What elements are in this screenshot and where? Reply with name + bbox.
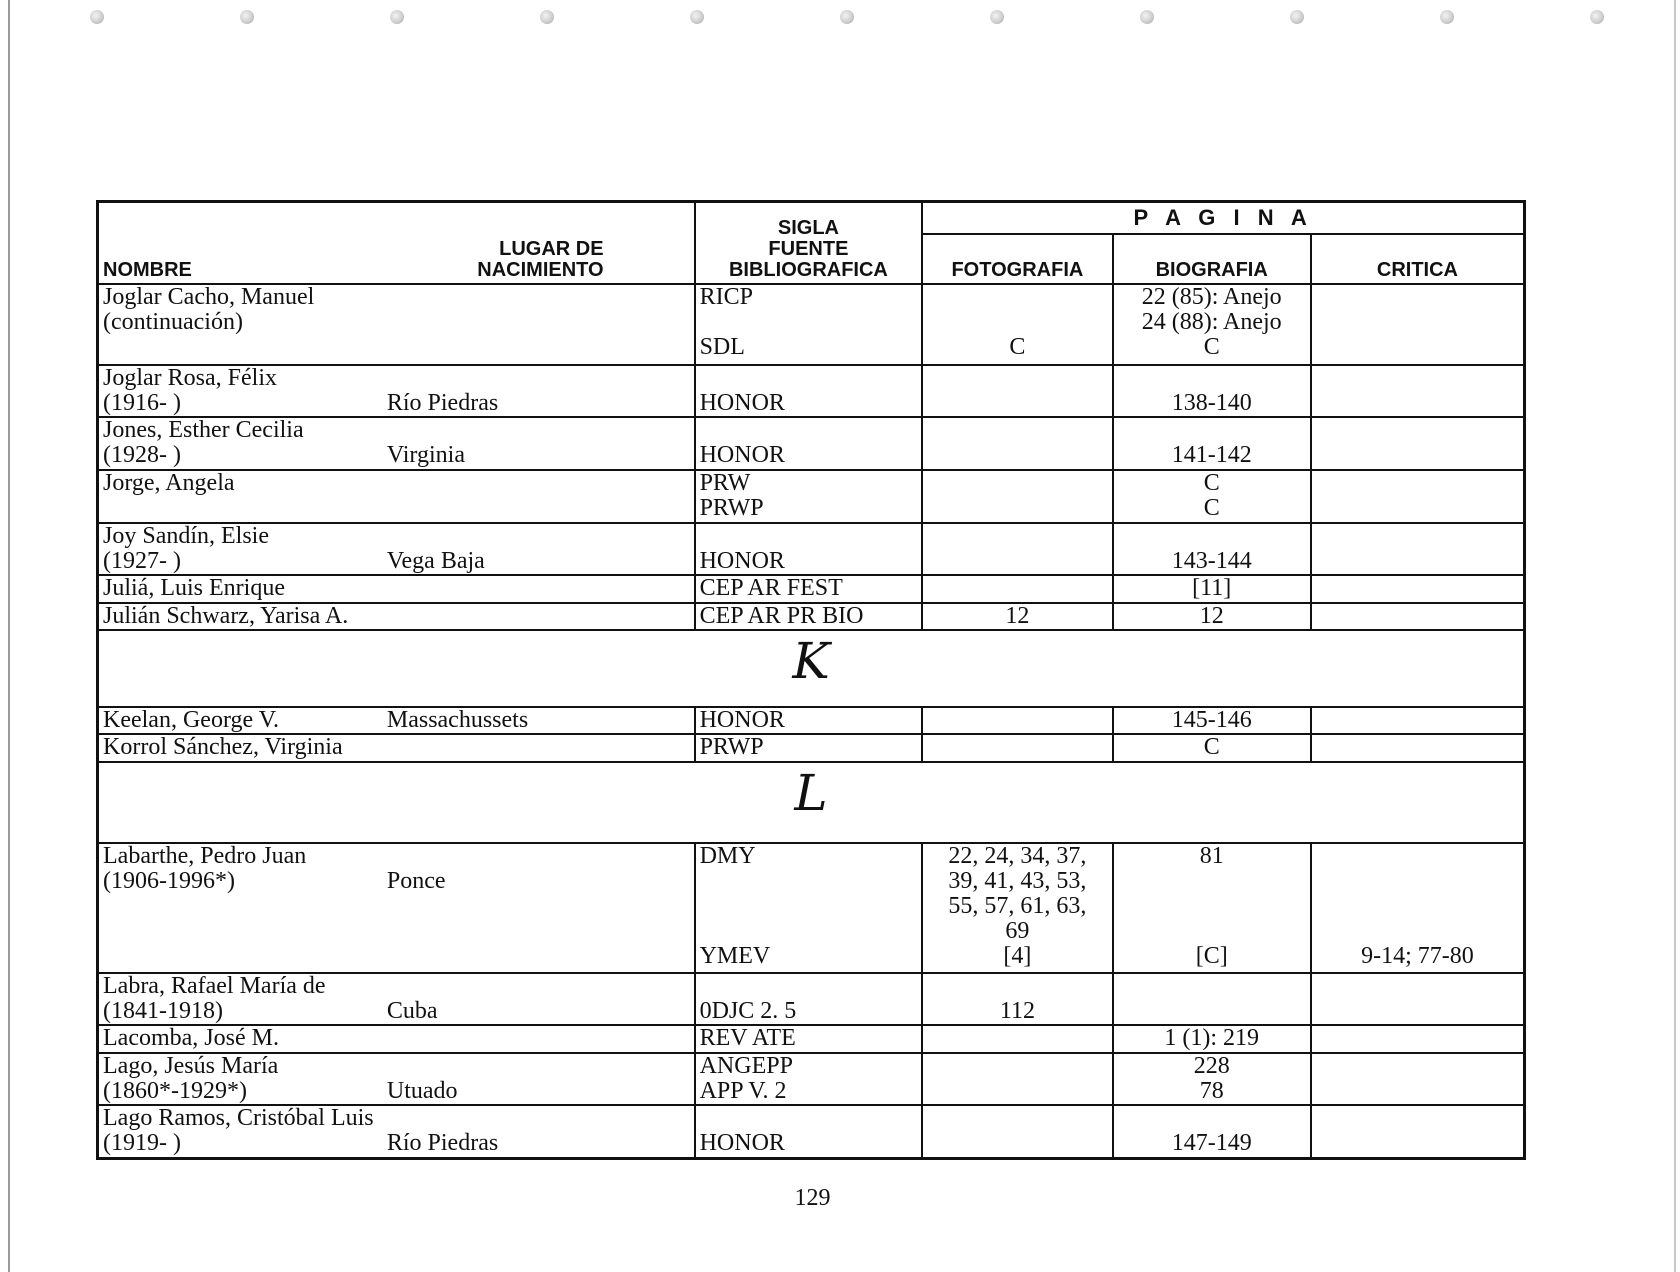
table-row <box>98 707 1525 734</box>
cell-fotografia <box>922 417 1112 470</box>
binding-hole <box>1290 10 1304 24</box>
cell-biografia: 22 (85): Anejo 24 (88): Anejo C <box>1113 284 1311 365</box>
cell-lugar <box>381 284 695 365</box>
header-lugar: LUGAR DE NACIMIENTO <box>381 202 695 284</box>
cell-biografia: 12 <box>1113 603 1311 630</box>
cell-critica <box>1311 603 1525 630</box>
table-row <box>98 470 1525 523</box>
cell-nombre: Joglar Cacho, Manuel (continuación) <box>98 284 381 365</box>
page-number: 129 <box>794 1185 831 1211</box>
binding-hole <box>1140 10 1154 24</box>
section-divider-l <box>98 762 1525 843</box>
table-row <box>98 284 1525 365</box>
cell-sigla: REV ATE <box>695 1025 923 1052</box>
header-fotografia: FOTOGRAFIA <box>922 234 1112 284</box>
cell-sigla: PRW PRWP <box>695 470 923 523</box>
binding-hole <box>390 10 404 24</box>
cell-lugar: Cuba <box>381 973 695 1026</box>
page-left-edge <box>8 0 10 1272</box>
cell-lugar: Massachussets <box>381 707 695 734</box>
cell-biografia: 145-146 <box>1113 707 1311 734</box>
cell-nombre: Julián Schwarz, Yarisa A. <box>98 603 381 630</box>
cell-nombre: Labra, Rafael María de (1841-1918) <box>98 973 381 1026</box>
table-row <box>98 843 1525 973</box>
cell-biografia: 147-149 <box>1113 1105 1311 1158</box>
cell-lugar <box>381 603 695 630</box>
cell-critica <box>1311 365 1525 418</box>
cell-nombre: Keelan, George V. <box>98 707 381 734</box>
cell-lugar <box>381 575 695 602</box>
binding-holes <box>70 6 1630 34</box>
cell-nombre: Labarthe, Pedro Juan (1906-1996*) <box>98 843 381 973</box>
cell-sigla: HONOR <box>695 1105 923 1158</box>
header-biografia: BIOGRAFIA <box>1113 234 1311 284</box>
page-right-edge <box>1674 0 1676 1272</box>
cell-critica <box>1311 734 1525 761</box>
table-row <box>98 575 1525 602</box>
cell-critica <box>1311 707 1525 734</box>
cell-sigla: HONOR <box>695 523 923 576</box>
cell-lugar: Río Piedras <box>381 365 695 418</box>
binding-hole <box>690 10 704 24</box>
cell-fotografia <box>922 707 1112 734</box>
cell-fotografia: 12 <box>922 603 1112 630</box>
cell-nombre: Korrol Sánchez, Virginia <box>98 734 381 761</box>
header-pagina: P A G I N A <box>922 202 1524 234</box>
cell-lugar: Vega Baja <box>381 523 695 576</box>
cell-biografia: [11] <box>1113 575 1311 602</box>
cell-nombre: Joy Sandín, Elsie (1927- ) <box>98 523 381 576</box>
rows-j <box>98 284 1525 631</box>
cell-critica <box>1311 1025 1525 1052</box>
header-critica: CRITICA <box>1311 234 1525 284</box>
cell-critica <box>1311 284 1525 365</box>
cell-lugar: Utuado <box>381 1053 695 1106</box>
cell-nombre: Jones, Esther Cecilia (1928- ) <box>98 417 381 470</box>
binding-hole <box>990 10 1004 24</box>
binding-hole <box>90 10 104 24</box>
table-row <box>98 523 1525 576</box>
cell-nombre: Lago, Jesús María (1860*-1929*) <box>98 1053 381 1106</box>
table-row <box>98 734 1525 761</box>
binding-hole <box>540 10 554 24</box>
cell-biografia: 141-142 <box>1113 417 1311 470</box>
cell-sigla: DMY YMEV <box>695 843 923 973</box>
table-row <box>98 973 1525 1026</box>
cell-sigla: ANGEPP APP V. 2 <box>695 1053 923 1106</box>
cell-lugar <box>381 470 695 523</box>
cell-nombre: Joglar Rosa, Félix (1916- ) <box>98 365 381 418</box>
cell-lugar <box>381 734 695 761</box>
cell-critica <box>1311 417 1525 470</box>
table-row <box>98 417 1525 470</box>
cell-sigla: 0DJC 2. 5 <box>695 973 923 1026</box>
cell-fotografia <box>922 1053 1112 1106</box>
cell-critica: 9-14; 77-80 <box>1311 843 1525 973</box>
section-letter-l: L <box>794 763 828 822</box>
cell-lugar: Virginia <box>381 417 695 470</box>
cell-sigla: CEP AR PR BIO <box>695 603 923 630</box>
cell-sigla: CEP AR FEST <box>695 575 923 602</box>
cell-nombre: Lago Ramos, Cristóbal Luis (1919- ) <box>98 1105 381 1158</box>
rows-k <box>98 707 1525 762</box>
section-letter-k: K <box>792 632 830 691</box>
cell-nombre: Jorge, Angela <box>98 470 381 523</box>
cell-fotografia: 112 <box>922 973 1112 1026</box>
cell-biografia <box>1113 973 1311 1026</box>
cell-biografia: 81 [C] <box>1113 843 1311 973</box>
binding-hole <box>1440 10 1454 24</box>
cell-lugar: Ponce <box>381 843 695 973</box>
cell-biografia: 143-144 <box>1113 523 1311 576</box>
cell-biografia: 138-140 <box>1113 365 1311 418</box>
cell-fotografia <box>922 734 1112 761</box>
cell-critica <box>1311 1105 1525 1158</box>
cell-critica <box>1311 1053 1525 1106</box>
cell-sigla: HONOR <box>695 417 923 470</box>
table-row <box>98 1105 1525 1158</box>
cell-sigla: RICP SDL <box>695 284 923 365</box>
cell-biografia: 1 (1): 219 <box>1113 1025 1311 1052</box>
cell-critica <box>1311 575 1525 602</box>
cell-critica <box>1311 470 1525 523</box>
cell-biografia: C <box>1113 734 1311 761</box>
table-row <box>98 1053 1525 1106</box>
binding-hole <box>1590 10 1604 24</box>
cell-critica <box>1311 523 1525 576</box>
rows-l <box>98 843 1525 1159</box>
binding-hole <box>840 10 854 24</box>
header-nombre: NOMBRE <box>98 202 381 284</box>
cell-fotografia <box>922 523 1112 576</box>
cell-lugar: Río Piedras <box>381 1105 695 1158</box>
cell-sigla: HONOR <box>695 707 923 734</box>
cell-sigla: HONOR <box>695 365 923 418</box>
table-row <box>98 1025 1525 1052</box>
table-row <box>98 365 1525 418</box>
cell-nombre: Juliá, Luis Enrique <box>98 575 381 602</box>
cell-biografia: C C <box>1113 470 1311 523</box>
cell-fotografia <box>922 365 1112 418</box>
table-row <box>98 603 1525 630</box>
cell-fotografia: 22, 24, 34, 37, 39, 41, 43, 53, 55, 57, 61, 63, 69 [4] <box>922 843 1112 973</box>
cell-lugar <box>381 1025 695 1052</box>
cell-fotografia <box>922 1025 1112 1052</box>
cell-fotografia: C <box>922 284 1112 365</box>
cell-fotografia <box>922 575 1112 602</box>
cell-critica <box>1311 973 1525 1026</box>
cell-biografia: 228 78 <box>1113 1053 1311 1106</box>
cell-fotografia <box>922 1105 1112 1158</box>
header-sigla: SIGLA FUENTE BIBLIOGRAFICA <box>695 202 923 284</box>
section-divider-k <box>98 630 1525 707</box>
cell-fotografia <box>922 470 1112 523</box>
binding-hole <box>240 10 254 24</box>
cell-nombre: Lacomba, José M. <box>98 1025 381 1052</box>
bibliography-table <box>96 200 1526 1160</box>
cell-sigla: PRWP <box>695 734 923 761</box>
